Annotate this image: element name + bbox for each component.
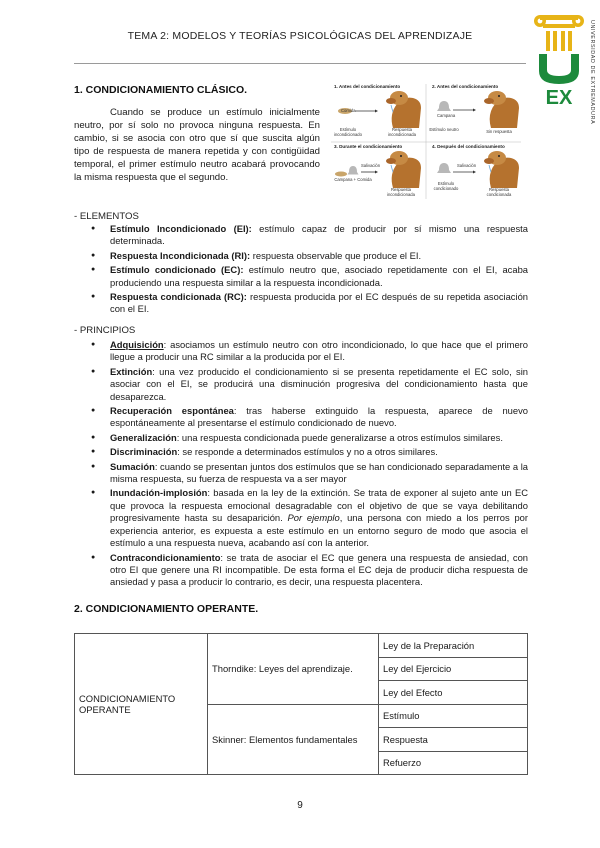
page-number: 9 (297, 800, 303, 811)
university-logo (531, 8, 587, 106)
list-item (91, 339, 528, 364)
term: Estímulo condicionado (EC): (110, 264, 244, 276)
list-item (91, 250, 528, 262)
list-item (91, 291, 528, 316)
definition-continued: , una persona con miedo a los perros por experiencia anterior, es expuesta a este estímulo en un entorno seguro de modo que asocia el estímulo a una respuesta nueva, acabando así con la anterior. (110, 512, 528, 549)
list-item (91, 366, 528, 403)
arrow-label: Comida (341, 108, 356, 113)
definition: : se trata de asociar el EC que genera una respuesta de ansiedad, con otro EI que genere una RI incompatible. De esta forma el EC deja de producir dicha respuesta de ansiedad y pasa a producir lo contrario, es decir, una respuesta placentera. (110, 551, 528, 588)
section-heading-operant: 2. CONDICIONAMIENTO OPERANTE. (74, 603, 259, 615)
table-item-cell: Refuerzo (379, 751, 528, 775)
definition: respuesta producida por el EC después de su repetida asociación con el EI. (110, 291, 528, 315)
list-item (91, 487, 528, 549)
panel-caption: Estímulo condicionado (433, 181, 459, 191)
list-item (91, 552, 528, 589)
example-emphasis: Por ejemplo (287, 512, 340, 524)
figure-panel-2 (429, 84, 521, 140)
table-group-cell: Thorndike: Leyes del aprendizaje. (208, 634, 379, 705)
term: Discriminación (110, 446, 178, 458)
section-heading-classical: 1. CONDICIONAMIENTO CLÁSICO. (74, 84, 248, 96)
figure-panel-1 (331, 84, 423, 140)
list-item (91, 446, 528, 458)
definition: : asociamos un estímulo neutro con otro incondicionado, lo que hace que el primero llegue a producir una RC similar a la producida por el EI. (110, 339, 528, 363)
term: Contracondicionamiento (110, 551, 221, 563)
panel-title: 3. Durante el condicionamiento (334, 144, 403, 149)
list-item (91, 461, 528, 486)
term: Respuesta Incondicionada (RI): (110, 249, 251, 261)
header-divider (74, 63, 526, 64)
list-item (91, 432, 528, 444)
table-item-cell: Ley del Ejercicio (379, 657, 528, 681)
definition: estímulo neutro que, asociado repetidamente con el EI, acaba produciendo una respuesta similar a la respuesta incondicionada. (110, 264, 528, 288)
arrow-label: Salivación (457, 163, 477, 168)
logo-ex-text: EX (545, 87, 573, 106)
definition: estímulo capaz de producir por sí mismo una respuesta determinada. (110, 223, 528, 247)
definition: : una vez producido el condicionamiento si se presenta repetidamente el EC solo, sin asociar con el EI, se producirá una disminución progresiva del condicionamiento hasta que desaparezca. (110, 365, 528, 402)
table-root-cell: CONDICIONAMIENTO OPERANTE (75, 634, 208, 775)
table-item-cell: Respuesta (379, 728, 528, 752)
panel-title: 4. Después del condicionamiento (432, 144, 505, 149)
logo-side-text: UNIVERSIDAD DE EXTREMADURA (589, 20, 595, 125)
definition: : cuando se presentan juntos dos estímulos que se han condicionado separadamente a la misma respuesta, su fuerza de respuesta va a ser mayor (110, 460, 528, 485)
term: Estímulo Incondicionado (EI): (110, 223, 252, 234)
definition: : se responde a determinados estímulos y no a otros similares. (177, 446, 438, 458)
principles-list (91, 339, 528, 591)
page-header-title: TEMA 2: MODELOS Y TEORÍAS PSICOLÓGICAS DEL APRENDIZAJE (127, 30, 473, 42)
principles-label: - PRINCIPIOS (74, 325, 136, 336)
definition: : tras haberse extinguido la respuesta, aparece de nuevo espontáneamente al presentarse el estímulo condicionado de nuevo. (110, 405, 528, 429)
term: Inundación-implosión (110, 487, 208, 499)
list-item (91, 264, 528, 289)
list-item (91, 223, 528, 248)
arrow-label: Campana (437, 113, 456, 118)
column-capital-icon (534, 15, 584, 51)
panel-caption: Respuesta condicionada (486, 187, 512, 197)
table-item-cell: Ley del Efecto (379, 681, 528, 705)
panel-caption: Respuesta incondicionada (388, 127, 416, 137)
operant-table (74, 633, 528, 775)
definition: : una respuesta condicionada puede generalizarse a otros estímulos similares. (176, 431, 503, 443)
definition: respuesta observable que produce el EI. (250, 249, 422, 261)
panel-caption: Respuesta incondicionada (387, 187, 415, 197)
list-item (91, 405, 528, 430)
term: Generalización (110, 431, 177, 443)
elements-list (91, 223, 528, 318)
panel-caption: Estímulo incondicionado (334, 127, 362, 137)
term: Extinción (110, 365, 153, 377)
term: Sumación (110, 460, 155, 472)
panel-caption: Campana + Comida (334, 177, 372, 182)
panel-title: 1. Antes del condicionamiento (334, 84, 401, 89)
u-letter-icon (539, 54, 579, 84)
figure-panel-3 (331, 144, 423, 200)
panel-title: 2. Antes del condicionamiento (432, 84, 499, 89)
table-item-cell: Estímulo (379, 704, 528, 728)
arrow-label: Salivación (361, 163, 381, 168)
panel-caption: Sin respuesta (486, 129, 512, 134)
figure-panel-4 (429, 144, 521, 200)
term: Adquisición (110, 339, 164, 350)
panel-caption: Estímulo neutro (429, 127, 459, 132)
term: Recuperación espontánea (110, 405, 234, 417)
pavlov-figure (331, 84, 521, 199)
table-item-cell: Ley de la Preparación (379, 634, 528, 658)
table-group-cell: Skinner: Elementos fundamentales (208, 704, 379, 775)
term: Respuesta condicionada (RC): (110, 291, 247, 303)
definition: : basada en la ley de la extinción. Se trata de exponer al sujeto ante un EC que provoca la respuesta emocional desagradable con el objetivo de que se vaya debilitando progresivamente hasta su desaparición. (110, 487, 528, 524)
intro-paragraph: Cuando se produce un estímulo inicialmente neutro, por sí solo no provoca ninguna respuesta. En cambio, si se asocia con otro que sí que suscita algún tipo de respuesta de manera repetida y con contigüidad temporal, el primer estímulo neutro acabará provocando la misma respuesta que el segundo. (74, 107, 320, 184)
elements-label: - ELEMENTOS (74, 211, 139, 222)
